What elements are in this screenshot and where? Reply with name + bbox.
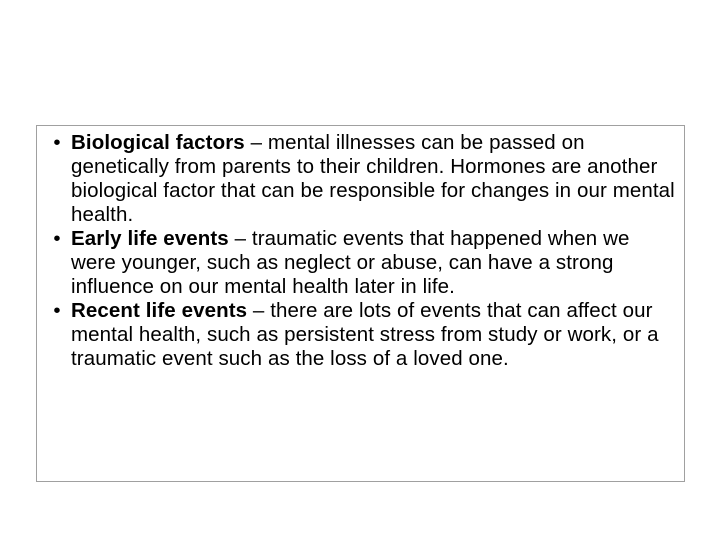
bullet-term: Recent life events [71, 299, 248, 322]
bullet-biological-factors [43, 131, 679, 227]
bullet-marker: • [53, 131, 61, 154]
bullet-text: – traumatic events that happened when we were younger, such as neglect or abuse, can have a strong influence on our mental health later in life. [71, 227, 630, 298]
bullet-text: – there are lots of events that can affect our mental health, such as persistent stress from study or work, or a traumatic event such as the loss of a loved one. [71, 299, 659, 370]
bullet-list [43, 131, 679, 371]
bullet-term: Early life events [71, 227, 229, 250]
bullet-marker: • [53, 299, 61, 322]
bullet-term: Biological factors [71, 131, 245, 154]
bullet-text: – mental illnesses can be passed on genetically from parents to their children. Hormones are another biological factor that can be responsible for changes in our mental health. [71, 131, 675, 226]
content-box [36, 125, 685, 482]
bullet-early-life-events [43, 227, 679, 299]
bullet-recent-life-events [43, 299, 679, 371]
bullet-marker: • [53, 227, 61, 250]
